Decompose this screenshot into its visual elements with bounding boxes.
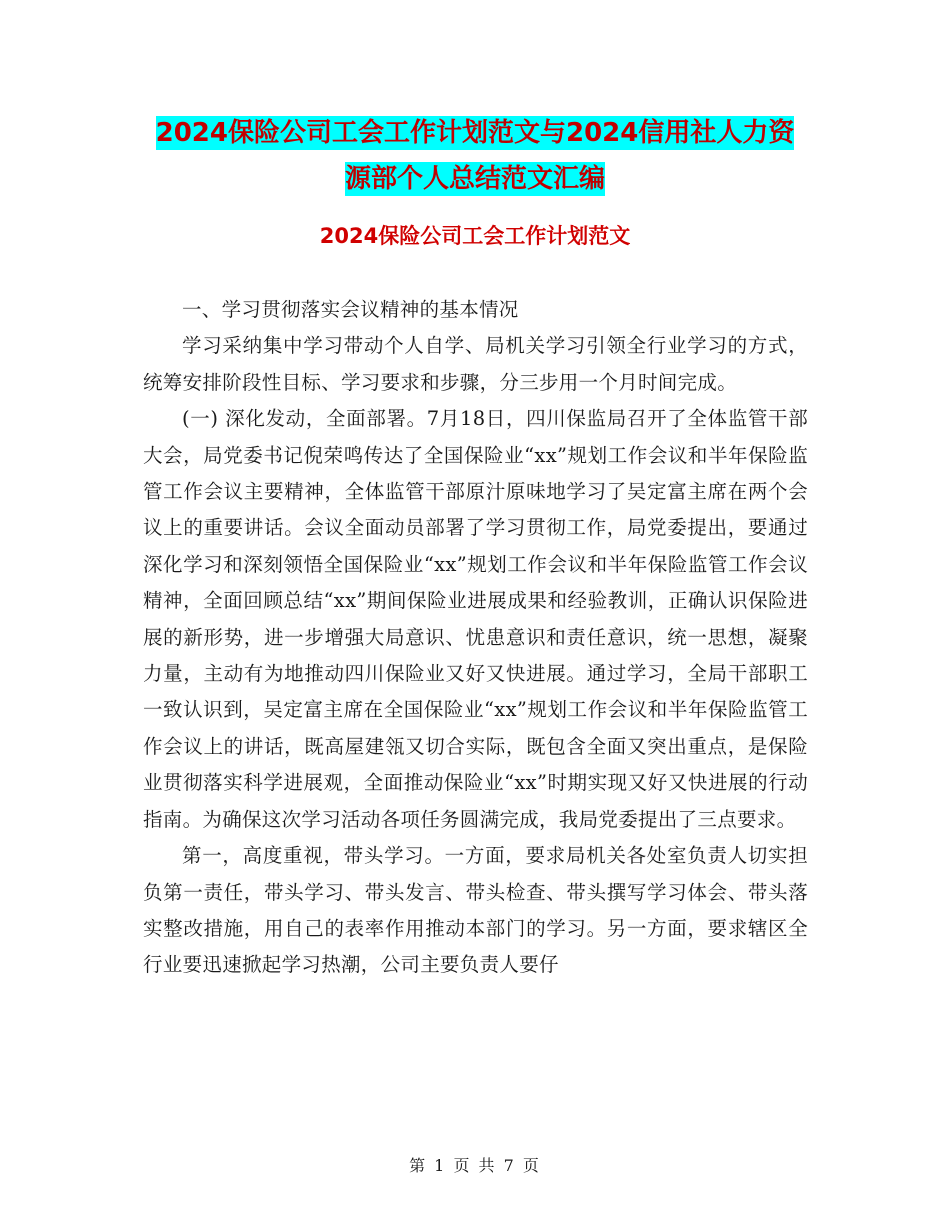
title-line-1: 2024保险公司工会工作计划范文与2024信用社人力资 [155,118,795,148]
paragraph: 第一，高度重视，带头学习。一方面，要求局机关各处室负责人切实担负第一责任，带头学习、带头发言、带头检查、带头撰写学习体会、带头落实整改措施，用自己的表率作用推动本部门的学习。另一方面，要求辖区全行业要迅速掀起学习热潮，公司主要负责人要仔 [143,844,808,977]
document-title [140,110,810,202]
page-footer: 第 1 页 共 7 页 [409,1156,541,1175]
paragraph: (一) 深化发动，全面部署。7月18日，四川保监局召开了全体监管干部大会，局党委书记倪荣鸣传达了全国保险业“xx”规划工作会议和半年保险监管工作会议主要精神，全体监管干部原汁原味地学习了吴定富主席在两个会议上的重要讲话。会议全面动员部署了学习贯彻工作，局党委提出，要通过深化学习和深刻领悟全国保险业“xx”规划工作会议和半年保险监管工作会议精神，全面回顾总结“xx”期间保险业进展成果和经验教训，正确认识保险进展的新形势，进一步增强大局意识、忧患意识和责任意识，统一思想，凝聚力量，主动有为地推动四川保险业又好又快进展。通过学习，全局干部职工一致认识到，吴定富主席在全国保险业“xx”规划工作会议和半年保险监管工作会议上的讲话，既高屋建瓴又切合实际，既包含全面又突出重点，是保险业贯彻落实科学进展观，全面推动保险业“xx”时期实现又好又快进展的行动指南。为确保这次学习活动各项任务圆满完成，我局党委提出了三点要求。 [143,407,808,831]
paragraph: 学习采纳集中学习带动个人自学、局机关学习引领全行业学习的方式，统筹安排阶段性目标、学习要求和步骤，分三步用一个月时间完成。 [143,334,808,394]
document-body [143,292,808,984]
title-line-2: 源部个人总结范文汇编 [344,164,605,194]
section-title: 2024保险公司工会工作计划范文 [319,224,631,248]
paragraph-heading: 一、学习贯彻落实会议精神的基本情况 [182,298,519,321]
